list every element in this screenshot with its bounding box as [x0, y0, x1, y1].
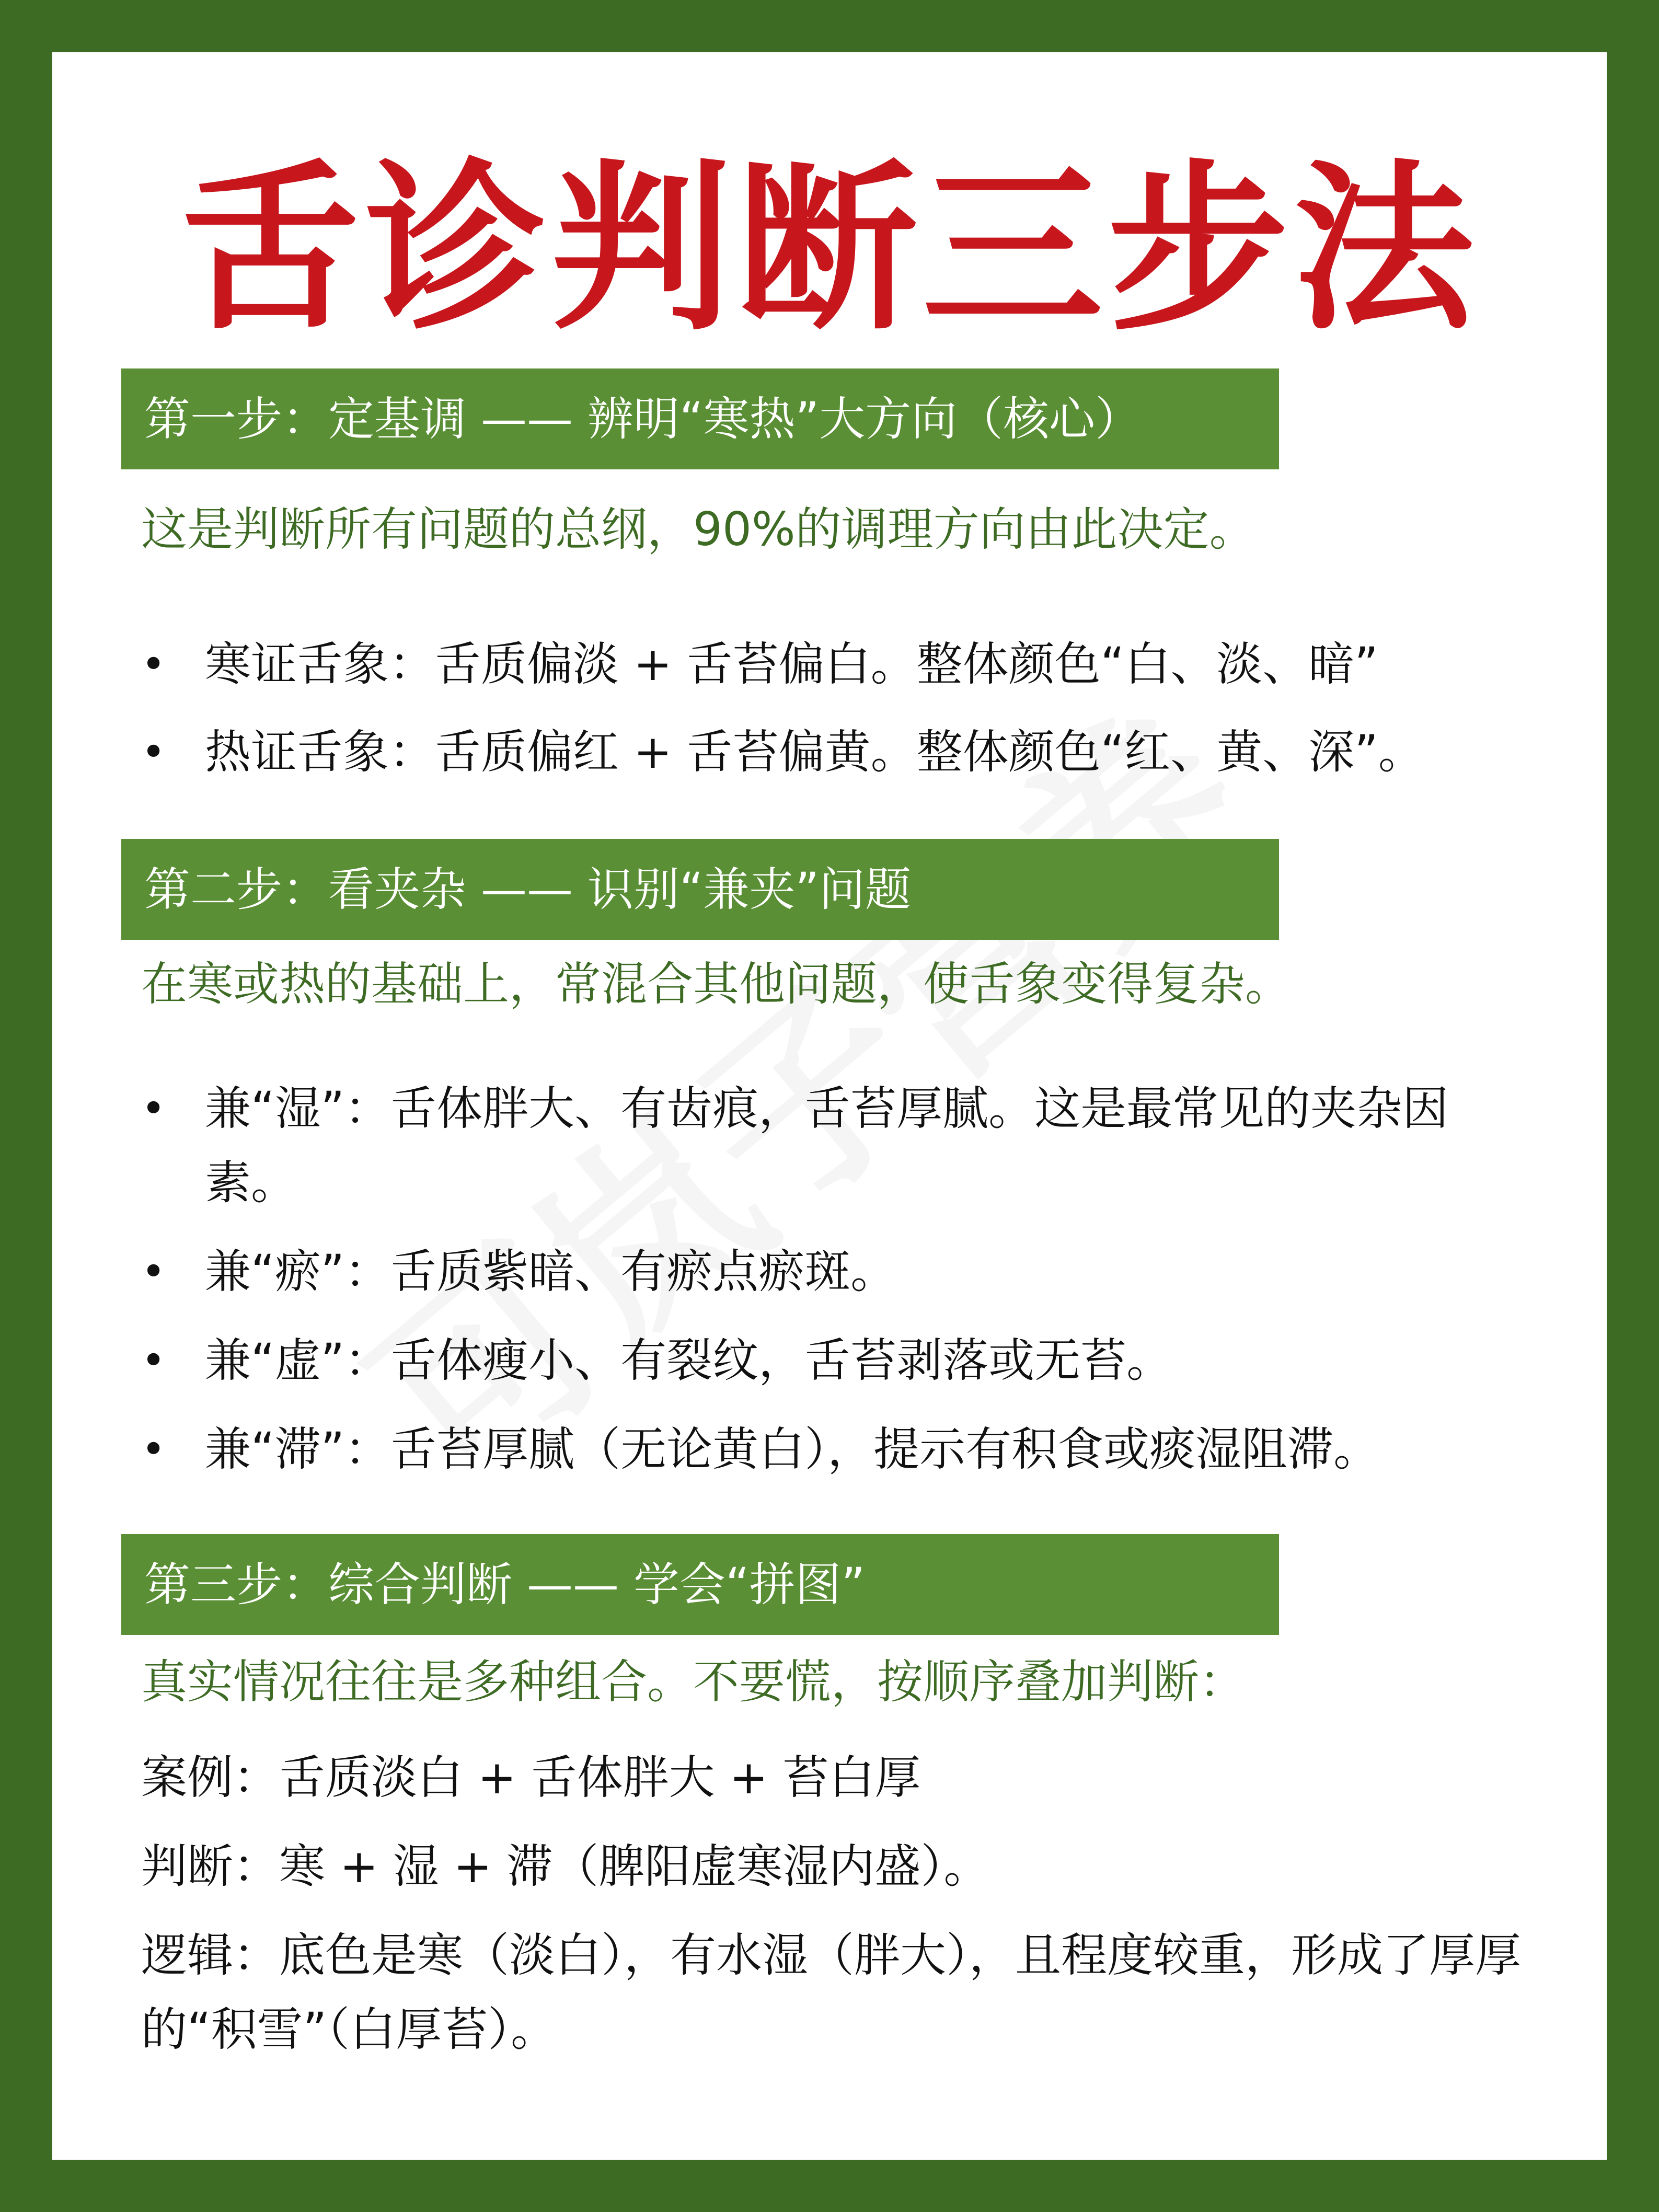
- bullet-icon: •: [141, 1084, 166, 1133]
- bullet-text: 兼“瘀”：舌质紫暗、有瘀点瘀斑。: [205, 1245, 897, 1298]
- step3-intro: 真实情况往往是多种组合。不要慌，按顺序叠加判断：: [141, 1655, 1246, 1709]
- list-item: [52, 1323, 1607, 1412]
- step3-header: 第三步：综合判断 —— 学会“拼图”: [121, 1534, 1279, 1635]
- bullet-text: 兼“湿”：舌体胖大、有齿痕，舌苔厚腻。这是最常见的夹杂因素。: [205, 1081, 1449, 1209]
- list-item: [52, 715, 1607, 789]
- page-title: 舌诊判断三步法: [180, 145, 1479, 354]
- list-item: [52, 1072, 1607, 1235]
- bullet-icon: •: [141, 1425, 166, 1473]
- bullet-icon: •: [141, 1247, 166, 1296]
- step1-header: 第一步：定基调 —— 辨明“寒热”大方向（核心）: [121, 368, 1279, 469]
- bullet-text: 寒证舌象：舌质偏淡 + 舌苔偏白。整体颜色“白、淡、暗”: [205, 637, 1378, 691]
- logic-line: 逻辑：底色是寒（淡白），有水湿（胖大），且程度较重，形成了厚厚的“积雪”（白厚苔）。: [141, 1928, 1522, 2056]
- list-item: [52, 1412, 1607, 1487]
- bullet-icon: •: [141, 728, 166, 776]
- bullet-text: 兼“滞”：舌苔厚腻（无论黄白），提示有积食或痰湿阻滞。: [205, 1422, 1380, 1476]
- step2-intro: 在寒或热的基础上，常混合其他问题，使舌象变得复杂。: [141, 957, 1292, 1011]
- step2-bullet-list: [52, 1072, 1607, 1487]
- step1-intro: 这是判断所有问题的总纲，90%的调理方向由此决定。: [141, 502, 1255, 556]
- step2-header: 第二步：看夹杂 —— 识别“兼夹”问题: [121, 839, 1279, 940]
- content-card: [52, 52, 1607, 2160]
- judgement-line: 判断：寒 + 湿 + 滞（脾阳虚寒湿内盛）。: [141, 1839, 990, 1893]
- bullet-icon: •: [141, 1336, 166, 1385]
- list-item: [52, 627, 1607, 715]
- case-line: 案例：舌质淡白 + 舌体胖大 + 苔白厚: [141, 1750, 921, 1804]
- bullet-icon: •: [141, 640, 166, 688]
- step1-bullet-list: [52, 627, 1607, 789]
- bullet-text: 兼“虚”：舌体瘦小、有裂纹，舌苔剥落或无苔。: [205, 1333, 1173, 1387]
- bullet-text: 热证舌象：舌质偏红 + 舌苔偏黄。整体颜色“红、黄、深”。: [205, 725, 1424, 779]
- list-item: [52, 1235, 1607, 1323]
